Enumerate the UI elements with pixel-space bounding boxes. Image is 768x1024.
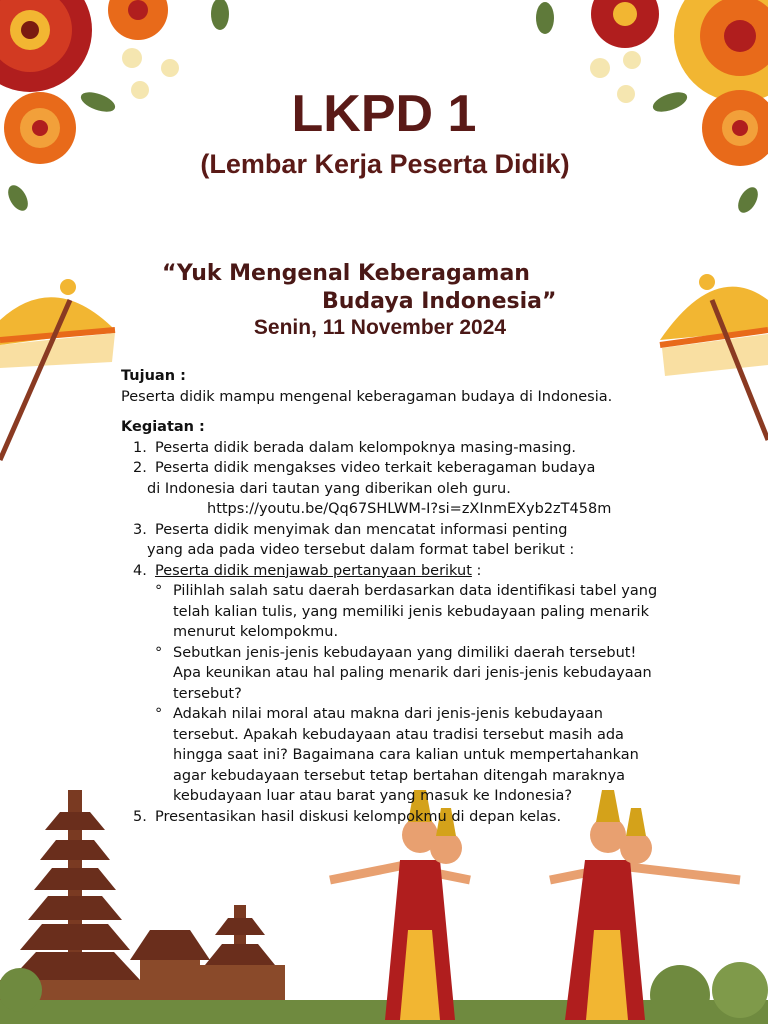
umbrella-right-icon bbox=[660, 274, 768, 440]
step-number: 5. bbox=[133, 808, 147, 825]
kegiatan-heading: Kegiatan : bbox=[121, 419, 205, 435]
step-number: 2. bbox=[133, 460, 147, 476]
step-number: 1. bbox=[133, 439, 147, 456]
question-text: Sebutkan jenis-jenis kebudayaan yang dimiliki daerah tersebut! Apa keunikan atau hal paling menarik dari jenis-jenis kebudayaan tersebut? bbox=[173, 644, 652, 702]
step-text-continued: di Indonesia dari tautan yang diberikan oleh guru. bbox=[147, 480, 511, 497]
step-text-continued: yang ada pada video tersebut dalam format tabel berikut : bbox=[147, 542, 575, 558]
umbrella-left-icon bbox=[0, 279, 115, 460]
question-item bbox=[121, 581, 661, 643]
list-item bbox=[121, 807, 661, 828]
theme-quote-line2: Budaya Indonesia” bbox=[322, 289, 557, 314]
kegiatan-list bbox=[121, 438, 661, 828]
step-suffix: : bbox=[471, 562, 482, 579]
question-item bbox=[121, 704, 661, 807]
list-item bbox=[121, 520, 661, 561]
bullet-icon: ° bbox=[155, 706, 163, 722]
step-text: Presentasikan hasil diskusi kelompokmu di depan kelas. bbox=[155, 808, 562, 825]
question-text: Pilihlah salah satu daerah berdasarkan data identifikasi tabel yang telah kalian tulis, yang memiliki jenis kebudayaan paling menarik menurut kelompokmu. bbox=[173, 583, 658, 640]
worksheet-content bbox=[121, 366, 661, 827]
step-text: Peserta didik menjawab pertanyaan berikut bbox=[155, 562, 472, 579]
date-label: Senin, 11 November 2024 bbox=[253, 316, 507, 339]
list-item bbox=[121, 438, 661, 459]
question-text: Adakah nilai moral atau makna dari jenis-jenis kebudayaan tersebut. Apakah kebudayaan atau tradisi tersebut masih ada hingga saat ini? Bagaimana cara kalian untuk mempertahankan agar kebudayaan tersebut tetap bertahan ditengah maraknya kebudayaan luar atau barat yang masuk ke Indonesia? bbox=[173, 706, 639, 804]
page-title: LKPD 1 bbox=[291, 85, 477, 143]
question-item bbox=[121, 643, 661, 705]
tujuan-heading: Tujuan : bbox=[121, 368, 186, 384]
step-text: Peserta didik berada dalam kelompoknya masing-masing. bbox=[155, 439, 577, 456]
step-number: 3. bbox=[133, 521, 147, 538]
bullet-icon: ° bbox=[155, 583, 163, 599]
tujuan-text: Peserta didik mampu mengenal keberagaman budaya di Indonesia. bbox=[121, 388, 613, 405]
step-number: 4. bbox=[133, 562, 147, 579]
theme-quote-line1: “Yuk Mengenal Keberagaman bbox=[162, 261, 530, 286]
bullet-icon: ° bbox=[155, 644, 163, 661]
step-text: Peserta didik mengakses video terkait keberagaman budaya bbox=[155, 460, 596, 476]
theme-quote bbox=[150, 260, 610, 316]
video-link[interactable]: https://youtu.be/Qq67SHLWM-I?si=zXInmEXyb2zT458m bbox=[207, 501, 612, 517]
question-list bbox=[121, 581, 661, 807]
list-item bbox=[121, 458, 661, 520]
page-subtitle: (Lembar Kerja Peserta Didik) bbox=[200, 149, 570, 179]
list-item bbox=[121, 561, 661, 807]
step-text: Peserta didik menyimak dan mencatat informasi penting bbox=[155, 521, 568, 538]
